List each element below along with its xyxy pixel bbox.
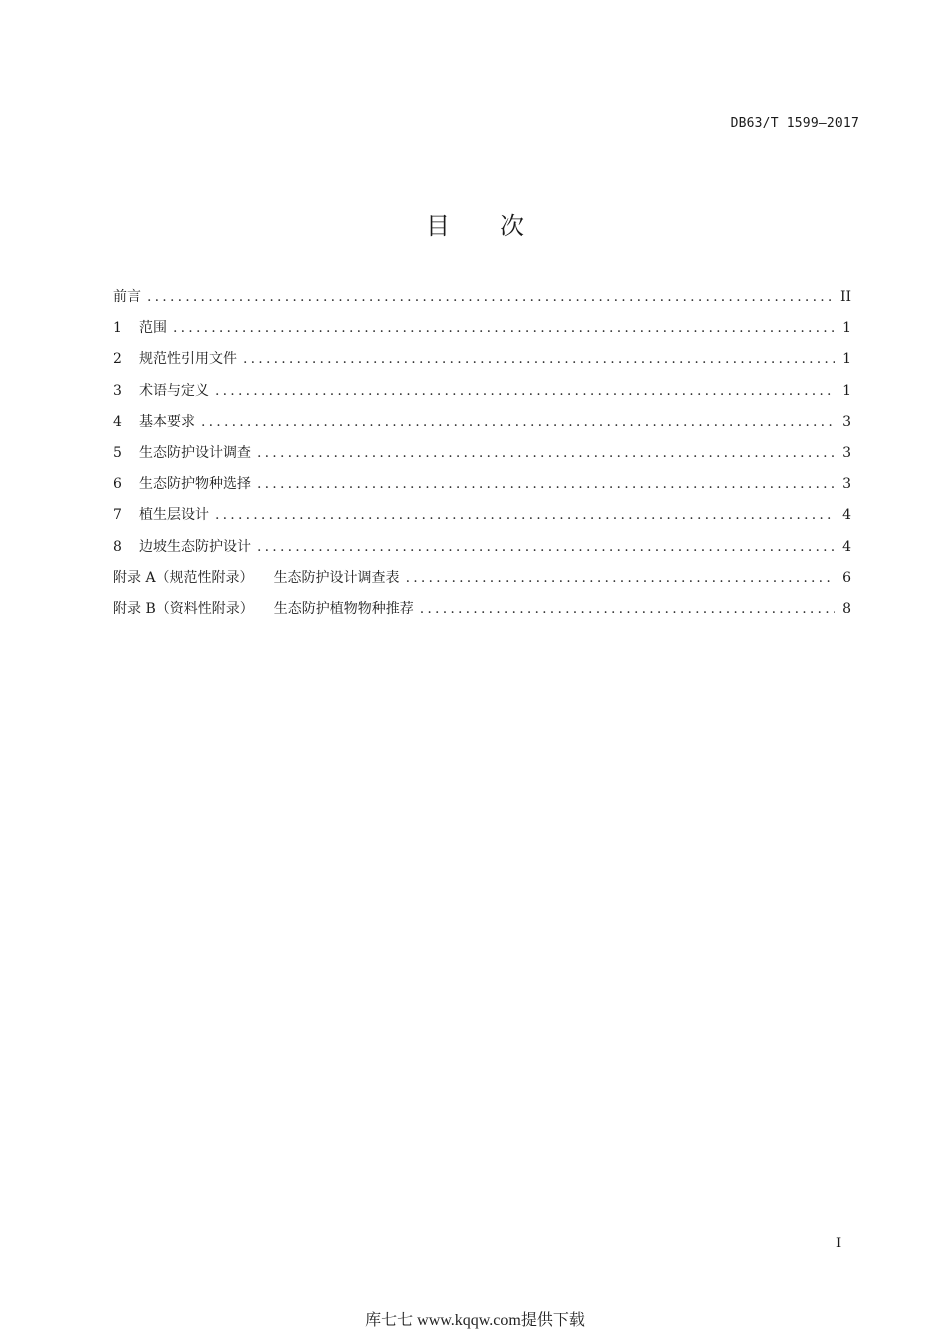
toc-entry-6[interactable] <box>113 473 851 504</box>
toc-leader-dots <box>257 476 835 492</box>
toc-entry-label: 前言 <box>113 289 141 305</box>
toc-entry-number: 6 <box>113 476 122 493</box>
toc-entry-number: 2 <box>113 351 122 368</box>
toc-entry-label: 术语与定义 <box>139 382 209 399</box>
toc-entry-page: 4 <box>842 538 851 555</box>
toc-entry-label: 边坡生态防护设计 <box>139 538 251 555</box>
toc-entry-page: 6 <box>842 569 851 586</box>
toc-entry-8[interactable] <box>113 536 851 567</box>
toc-entry-5[interactable] <box>113 442 851 473</box>
toc-entry-1[interactable] <box>113 317 851 348</box>
toc-leader-dots <box>201 414 835 430</box>
toc-entry-page: 1 <box>842 351 851 368</box>
page-number: I <box>836 1236 842 1251</box>
toc-entry-page: 1 <box>842 382 851 399</box>
toc-entry-number: 1 <box>113 320 122 337</box>
toc-entry-subtitle: 生态防护设计调查表 <box>273 569 400 586</box>
toc-leader-dots <box>215 507 835 523</box>
toc-entry-page: 3 <box>842 476 851 493</box>
toc-leader-dots <box>147 289 834 305</box>
toc-entry-label: 基本要求 <box>139 413 195 430</box>
toc-leader-dots <box>420 601 835 617</box>
toc-entry-label: 附录 B（资料性附录） <box>113 600 254 617</box>
toc-leader-dots <box>215 383 835 399</box>
toc-entry-page: 4 <box>842 507 851 524</box>
toc-entry-label: 范围 <box>139 320 167 337</box>
toc-entry-number: 8 <box>113 538 122 555</box>
toc-entry-foreword[interactable] <box>113 286 851 317</box>
standard-code: DB63/T 1599—2017 <box>730 116 859 131</box>
page-title-part-1: 目 <box>426 212 450 240</box>
toc-entry-page: 8 <box>842 600 851 617</box>
page-title <box>0 206 950 241</box>
toc-entry-7[interactable] <box>113 504 851 535</box>
toc-entry-2[interactable] <box>113 348 851 379</box>
toc-entry-label: 附录 A（规范性附录） <box>113 569 254 586</box>
toc-entry-number: 4 <box>113 413 122 430</box>
table-of-contents <box>113 286 851 629</box>
toc-entry-number: 7 <box>113 507 122 524</box>
toc-entry-4[interactable] <box>113 411 851 442</box>
toc-entry-subtitle: 生态防护植物物种推荐 <box>273 600 414 617</box>
toc-entry-label: 规范性引用文件 <box>139 351 237 368</box>
toc-entry-3[interactable] <box>113 380 851 411</box>
toc-entry-page: 3 <box>842 444 851 461</box>
toc-leader-dots <box>257 445 835 461</box>
toc-entry-number: 3 <box>113 382 122 399</box>
toc-entry-label: 植生层设计 <box>139 507 209 524</box>
toc-leader-dots <box>173 320 835 336</box>
toc-leader-dots <box>406 570 835 586</box>
toc-entry-page: 1 <box>842 320 851 337</box>
page-title-part-2: 次 <box>500 212 524 240</box>
toc-entry-label: 生态防护设计调查 <box>139 444 251 461</box>
toc-entry-page: II <box>839 289 851 305</box>
toc-leader-dots <box>257 539 835 555</box>
toc-entry-label: 生态防护物种选择 <box>139 476 251 493</box>
toc-entry-number: 5 <box>113 444 122 461</box>
toc-leader-dots <box>243 351 835 367</box>
download-watermark: 库七七 www.kqqw.com提供下载 <box>365 1312 585 1329</box>
toc-entry-appendix-b[interactable] <box>113 598 851 629</box>
toc-entry-appendix-a[interactable] <box>113 567 851 598</box>
toc-entry-page: 3 <box>842 413 851 430</box>
